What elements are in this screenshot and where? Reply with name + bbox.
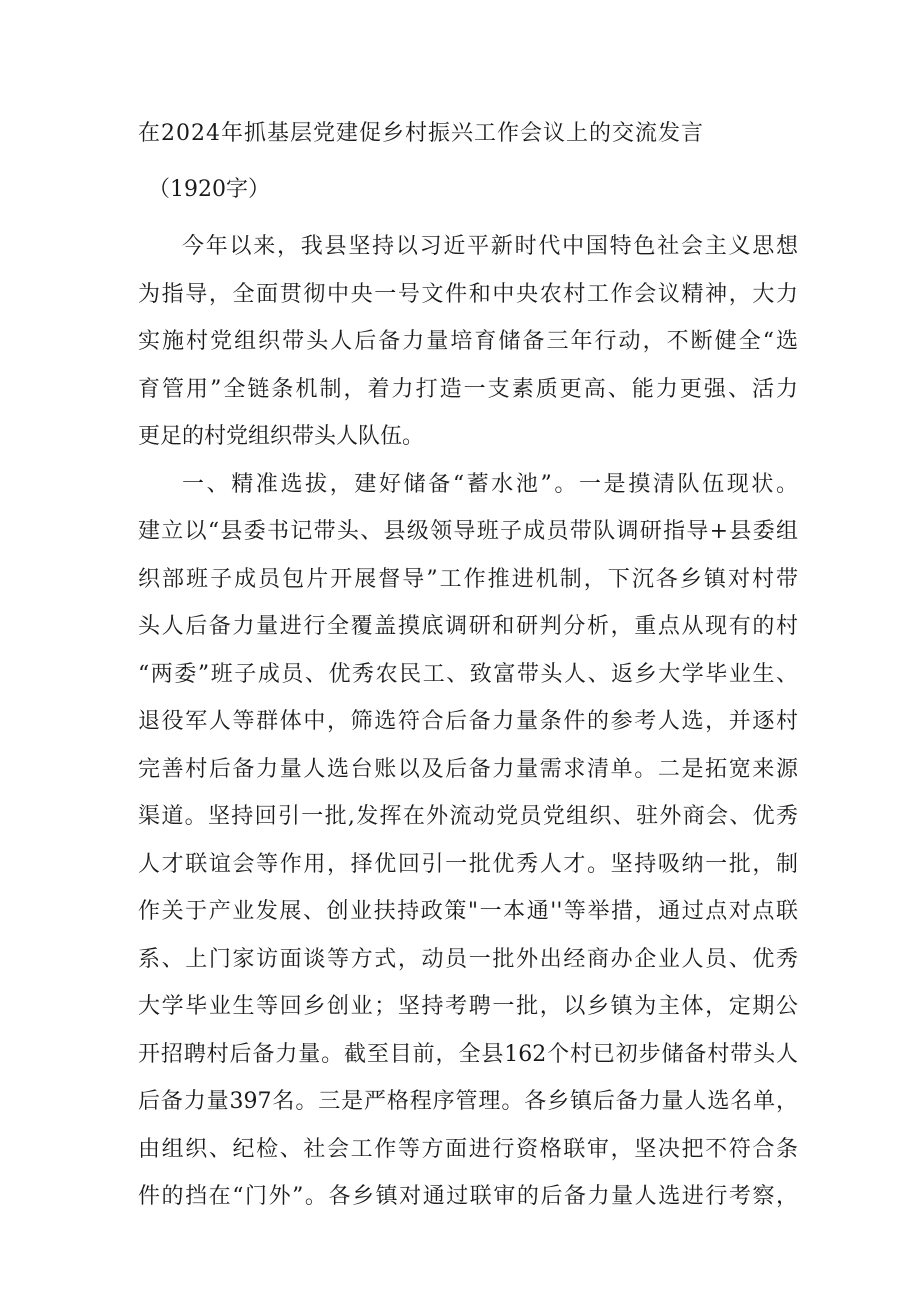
paragraph-1-line-2: 为指导，全面贯彻中央一号文件和中央农村工作会议精神，大力 bbox=[138, 282, 798, 307]
paragraph-2-line-2: 建立以“县委书记带头、县级领导班子成员带队调研指导+县委组 bbox=[138, 519, 798, 544]
paragraph-1-line-4: 育管用”全链条机制，着力打造一支素质更高、能力更强、活力 bbox=[138, 377, 798, 402]
paragraph-2-line-5: “两委”班子成员、优秀农民工、致富带头人、返乡大学毕业生、 bbox=[138, 662, 798, 687]
paragraph-2-line-14: 后备力量397名。三是严格程序管理。各乡镇后备力量人选名单， bbox=[138, 1089, 798, 1114]
paragraph-1-line-5: 更足的村党组织带头人队伍。 bbox=[138, 424, 425, 449]
paragraph-2-line-6: 退役军人等群体中，筛选符合后备力量条件的参考人选，并逐村 bbox=[138, 709, 798, 734]
paragraph-2-line-1: 一、精准选拔，建好储备“蓄水池”。一是摸清队伍现状。 bbox=[182, 472, 798, 497]
paragraph-2-line-8: 渠道。坚持回引一批,发挥在外流动党员党组织、驻外商会、优秀 bbox=[138, 804, 798, 829]
paragraph-2-line-7: 完善村后备力量人选台账以及后备力量需求清单。二是拓宽来源 bbox=[138, 757, 798, 782]
paragraph-2-line-13: 开招聘村后备力量。截至目前，全县162个村已初步储备村带头人 bbox=[138, 1042, 798, 1067]
paragraph-2-line-9: 人才联谊会等作用，择优回引一批优秀人才。坚持吸纳一批，制 bbox=[138, 852, 798, 877]
paragraph-1-line-3: 实施村党组织带头人后备力量培育储备三年行动，不断健全“选 bbox=[138, 329, 798, 354]
paragraph-2-line-3: 织部班子成员包片开展督导”工作推进机制，下沉各乡镇对村带 bbox=[138, 567, 798, 592]
word-count: （1920字） bbox=[148, 177, 270, 202]
paragraph-2-line-4: 头人后备力量进行全覆盖摸底调研和研判分析，重点从现有的村 bbox=[138, 614, 798, 639]
document-title: 在2024年抓基层党建促乡村振兴工作会议上的交流发言 bbox=[138, 121, 704, 146]
paragraph-2-line-15: 由组织、纪检、社会工作等方面进行资格联审，坚决把不符合条 bbox=[138, 1137, 798, 1162]
paragraph-1-line-1: 今年以来，我县坚持以习近平新时代中国特色社会主义思想 bbox=[182, 234, 798, 259]
paragraph-2-line-11: 系、上门家访面谈等方式，动员一批外出经商办企业人员、优秀 bbox=[138, 947, 798, 972]
paragraph-2-line-16: 件的挡在“门外”。各乡镇对通过联审的后备力量人选进行考察， bbox=[138, 1184, 798, 1209]
paragraph-2-line-12: 大学毕业生等回乡创业；坚持考聘一批，以乡镇为主体，定期公 bbox=[138, 994, 798, 1019]
paragraph-2-line-10: 作关于产业发展、创业扶持政策"一本通''等举措，通过点对点联 bbox=[138, 899, 798, 924]
